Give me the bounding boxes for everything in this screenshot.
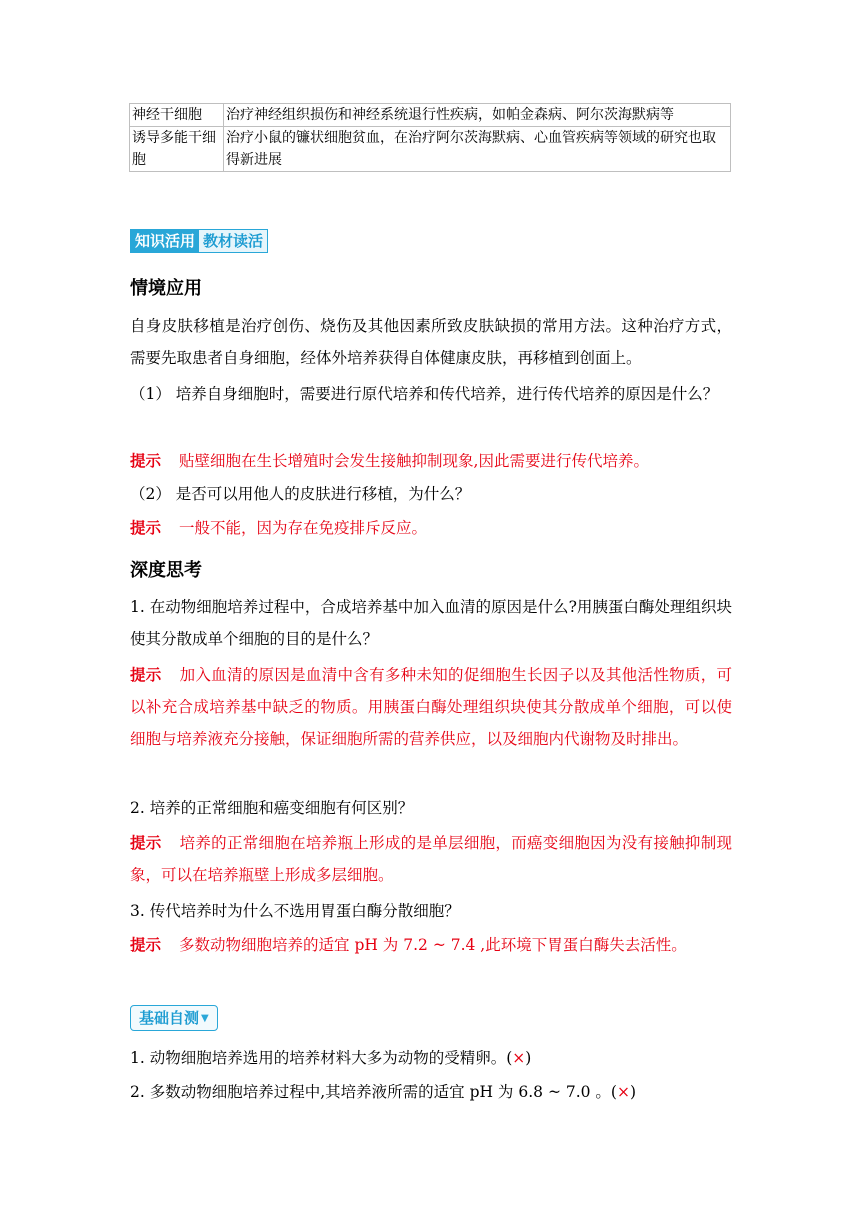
hint-label: 提示 (130, 666, 162, 684)
hint-label: 提示 (130, 936, 162, 954)
self-test-label: 基础自测 (139, 1009, 200, 1027)
self-test-item-1 (130, 1042, 732, 1074)
table-cell-use: 治疗神经组织损伤和神经系统退行性疾病，如帕金森病、阿尔茨海默病等 (224, 104, 731, 127)
context-heading: 情境应用 (130, 278, 202, 299)
hint-text: 一般不能，因为存在免疫排斥反应。 (179, 519, 428, 537)
self-test-item-close: ) (525, 1049, 532, 1067)
self-test-item-2 (130, 1076, 732, 1108)
triangle-down-icon: ▼ (201, 1012, 209, 1024)
self-test-badge (130, 1005, 218, 1031)
table-row (130, 127, 731, 172)
section-badge-part1: 知识活用 (131, 230, 199, 252)
cross-mark-icon: × (512, 1049, 526, 1067)
cross-mark-icon: × (616, 1083, 630, 1101)
self-test-item-text: 1. 动物细胞培养选用的培养材料大多为动物的受精卵。( (130, 1049, 513, 1067)
table-cell-use: 治疗小鼠的镰状细胞贫血，在治疗阿尔茨海默病、心血管疾病等领域的研究也取得新进展 (224, 127, 731, 172)
section-badge-part2: 教材读活 (199, 230, 267, 252)
hint-label: 提示 (130, 519, 162, 537)
context-intro: 自身皮肤移植是治疗创伤、烧伤及其他因素所致皮肤缺损的常用方法。这种治疗方式，需要先取患者自身细胞，经体外培养获得自体健康皮肤，再移植到创面上。 (130, 317, 732, 367)
hint-label: 提示 (130, 452, 162, 470)
context-hint-1 (130, 445, 732, 477)
deep-question-3: 3. 传代培养时为什么不选用胃蛋白酶分散细胞？ (130, 902, 460, 920)
section-badge (130, 229, 268, 253)
table-row (130, 104, 731, 127)
context-hint-2 (130, 512, 732, 544)
deep-heading: 深度思考 (130, 560, 202, 581)
table-cell-name: 神经干细胞 (130, 104, 224, 127)
self-test-item-text: 2. 多数动物细胞培养过程中,其培养液所需的适宜 pH 为 6.8 ~ 7.0 。( (130, 1083, 617, 1101)
deep-question-2: 2. 培养的正常细胞和癌变细胞有何区别？ (130, 799, 414, 817)
context-question-2: （2） 是否可以用他人的皮肤进行移植，为什么？ (130, 485, 471, 503)
table-cell-name: 诱导多能干细胞 (130, 127, 224, 172)
hint-text: 贴壁细胞在生长增殖时会发生接触抑制现象,因此需要进行传代培养。 (179, 452, 649, 470)
hint-text: 多数动物细胞培养的适宜 pH 为 7.2 ~ 7.4 ,此环境下胃蛋白酶失去活性。 (179, 936, 687, 954)
deep-question-1: 1. 在动物细胞培养过程中，合成培养基中加入血清的原因是什么?用胰蛋白酶处理组织块使其分散成单个细胞的目的是什么？ (130, 598, 732, 648)
self-test-item-close: ) (629, 1083, 637, 1101)
context-question-1: （1） 培养自身细胞时，需要进行原代培养和传代培养，进行传代培养的原因是什么？ (130, 385, 719, 403)
deep-hint-2 (130, 827, 732, 891)
hint-text: 培养的正常细胞在培养瓶上形成的是单层细胞，而癌变细胞因为没有接触抑制现象，可以在培养瓶壁上形成多层细胞。 (130, 834, 732, 884)
hint-text: 加入血清的原因是血清中含有多种未知的促细胞生长因子以及其他活性物质，可以补充合成培养基中缺乏的物质。用胰蛋白酶处理组织块使其分散成单个细胞，可以使细胞与培养液充分接触，保证细胞所需的营养供应，以及细胞内代谢物及时排出。 (130, 666, 732, 748)
stem-cell-table (129, 103, 731, 172)
hint-label: 提示 (130, 834, 162, 852)
deep-hint-3 (130, 929, 732, 961)
deep-hint-1 (130, 659, 732, 755)
